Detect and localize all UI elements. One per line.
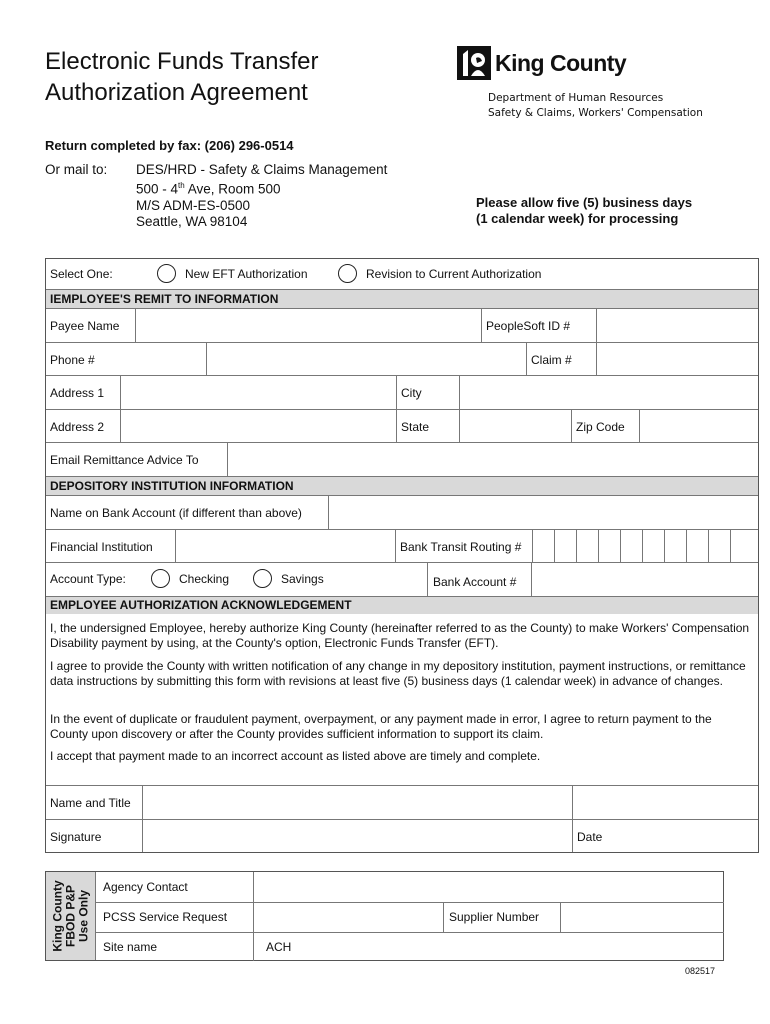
payee-name-field[interactable]	[135, 309, 481, 342]
savings-label: Savings	[281, 572, 324, 586]
checking-label: Checking	[179, 572, 230, 586]
payee-row	[46, 308, 758, 342]
peoplesoft-label: PeopleSoft ID #	[486, 319, 571, 333]
return-fax: Return completed by fax: (206) 296-0514	[45, 138, 294, 153]
select-one-label: Select One:	[50, 267, 113, 281]
site-row	[96, 932, 724, 961]
revision-label: Revision to Current Authorization	[366, 267, 542, 281]
radio-savings[interactable]	[253, 569, 272, 588]
section-header-ack: EMPLOYEE AUTHORIZATION ACKNOWLEDGEMENT	[46, 596, 758, 614]
agency-contact-field[interactable]	[253, 872, 724, 902]
supplier-label: Supplier Number	[449, 910, 540, 924]
name-title-field[interactable]	[142, 786, 572, 819]
email-field[interactable]	[227, 443, 760, 476]
bank-name-row	[46, 495, 758, 529]
institution-field[interactable]	[175, 530, 395, 562]
state-field[interactable]	[459, 410, 571, 442]
city-cell	[396, 376, 459, 409]
state-cell	[396, 410, 459, 442]
new-eft-label: New EFT Authorization	[185, 267, 308, 281]
section-header-bank: DEPOSITORY INSTITUTION INFORMATION	[46, 476, 758, 495]
routing-label: Bank Transit Routing #	[400, 540, 522, 554]
mail-label: Or mail to:	[45, 162, 108, 177]
email-row	[46, 442, 758, 476]
mail-address: DES/HRD - Safety & Claims Management 500 - 4th Ave, Room 500 M/S ADM-ES-0500 Seattle, WA 98104	[136, 162, 388, 229]
zip-field[interactable]	[639, 410, 760, 442]
address2-label: Address 2	[50, 420, 105, 434]
routing-digit-2[interactable]	[554, 530, 576, 562]
signature-label: Signature	[50, 830, 102, 844]
site-name-label: Site name	[103, 940, 158, 954]
ack-paragraph-3: In the event of duplicate or fraudulent payment, overpayment, or any payment made in error, I agree to return payment to the County upon discovery or after the County provides sufficient information to support its claim.	[50, 712, 712, 741]
address2-field[interactable]	[120, 410, 396, 442]
supplier-field[interactable]	[560, 903, 724, 932]
peoplesoft-cell	[481, 309, 596, 342]
ack-paragraph-4: I accept that payment made to an incorrect account as listed above are timely and complete.	[50, 749, 541, 763]
address1-row	[46, 375, 758, 409]
form-code: 082517	[684, 966, 715, 976]
king-county-logo: King County Department of Human Resources Safety & Claims, Workers' Compensation	[457, 46, 727, 126]
address2-row	[46, 409, 758, 442]
radio-revision[interactable]	[338, 264, 357, 283]
city-label: City	[401, 386, 422, 400]
phone-field[interactable]	[206, 343, 526, 375]
name-on-account-label: Name on Bank Account (if different than above)	[50, 506, 302, 520]
routing-digit-9[interactable]	[708, 530, 730, 562]
supplier-cell	[443, 903, 560, 932]
routing-digit-8[interactable]	[686, 530, 708, 562]
office-use-tab: King County FBOD P&P Use Only	[46, 872, 96, 960]
agency-contact-row	[96, 872, 724, 902]
routing-digit-10[interactable]	[730, 530, 760, 562]
radio-checking[interactable]	[151, 569, 170, 588]
state-label: State	[401, 420, 430, 434]
claim-label: Claim #	[531, 353, 572, 367]
pcss-label: PCSS Service Request	[103, 910, 228, 924]
ach-label: ACH	[266, 940, 292, 954]
account-type-label: Account Type:	[50, 572, 126, 586]
claim-cell	[526, 343, 596, 375]
pcss-field[interactable]	[253, 903, 443, 932]
institution-row	[46, 529, 758, 562]
address1-field[interactable]	[120, 376, 396, 409]
routing-digit-3[interactable]	[576, 530, 598, 562]
address1-label: Address 1	[50, 386, 105, 400]
signature-field[interactable]	[142, 820, 572, 852]
routing-digit-4[interactable]	[598, 530, 620, 562]
zip-cell	[571, 410, 639, 442]
ack-paragraph-1: I, the undersigned Employee, hereby authorize King County (hereinafter referred to as the County) to make Workers' Compensation Disability payment by using, at the County's option, Electronic Funds Transfer (EFT).	[50, 621, 750, 650]
claim-field[interactable]	[596, 343, 760, 375]
ack-paragraph-2: I agree to provide the County with written notification of any change in my depository institution, payment instructions, or remittance data instructions by submitting this form with revisions at least five (5) business days (1 calendar week) in advance of changes.	[50, 659, 746, 688]
account-num-field[interactable]	[531, 563, 760, 596]
section-header-remit: IEMPLOYEE'S REMIT TO INFORMATION	[46, 289, 758, 308]
routing-digit-6[interactable]	[642, 530, 664, 562]
ack-box	[45, 613, 759, 853]
name-title-row	[46, 785, 758, 819]
peoplesoft-field[interactable]	[596, 309, 760, 342]
name-title-extra[interactable]	[572, 786, 760, 819]
routing-cell	[395, 530, 532, 562]
account-num-label: Bank Account #	[433, 575, 517, 589]
name-on-account-field[interactable]	[328, 496, 760, 529]
account-num-cell	[427, 563, 531, 596]
main-form	[45, 258, 759, 614]
routing-digit-7[interactable]	[664, 530, 686, 562]
ach-cell[interactable]	[253, 933, 724, 961]
phone-row	[46, 342, 758, 375]
payee-name-label: Payee Name	[50, 319, 120, 333]
routing-digit-1[interactable]	[532, 530, 554, 562]
office-use-box	[45, 871, 724, 961]
king-county-crown-icon	[457, 46, 491, 80]
signature-row	[46, 819, 758, 852]
date-label: Date	[577, 830, 603, 844]
institution-label: Financial Institution	[50, 540, 153, 554]
agency-contact-label: Agency Contact	[103, 880, 188, 894]
zip-label: Zip Code	[576, 420, 625, 434]
date-cell	[572, 820, 760, 852]
city-field[interactable]	[459, 376, 760, 409]
phone-label: Phone #	[50, 353, 95, 367]
department-lines: Department of Human Resources Safety & Claims, Workers' Compensation	[488, 92, 703, 119]
form-title: Electronic Funds Transfer Authorization Agreement	[45, 48, 319, 106]
name-title-label: Name and Title	[50, 796, 131, 810]
radio-new-eft[interactable]	[157, 264, 176, 283]
processing-note: Please allow five (5) business days (1 calendar week) for processing	[476, 195, 693, 226]
account-type-row	[46, 562, 758, 596]
email-label: Email Remittance Advice To	[50, 453, 199, 467]
pcss-row	[96, 902, 724, 932]
routing-digit-5[interactable]	[620, 530, 642, 562]
